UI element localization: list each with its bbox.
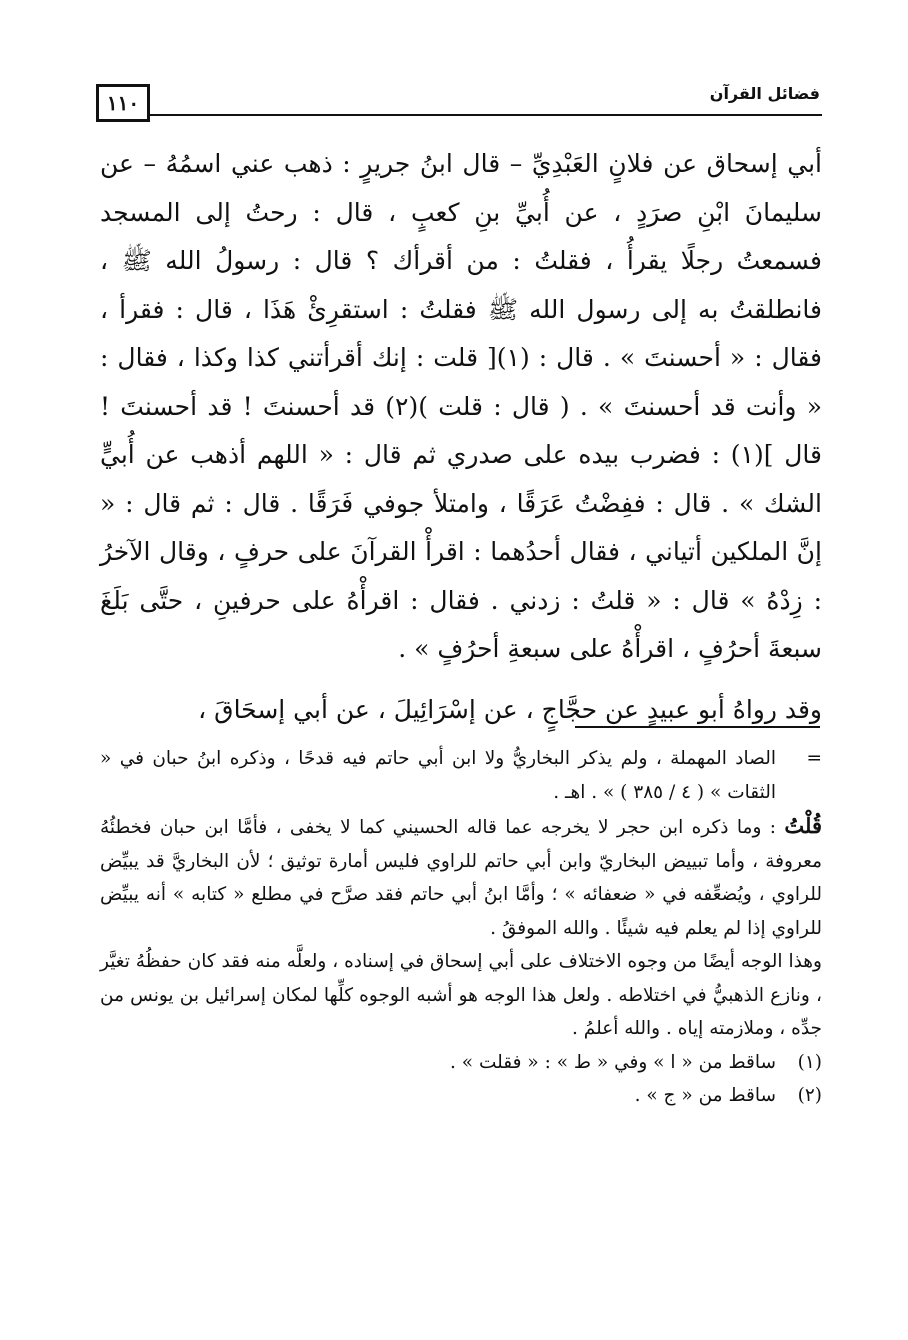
page-number: ١١٠ xyxy=(96,84,150,122)
main-text xyxy=(100,140,822,734)
main-paragraph: أبي إسحاق عن فلانٍ العَبْدِيِّ – قال ابنُ جريرٍ : ذهب عني اسمُهُ – عن سليمانَ ابْنِ صرَدٍ ، عن أُبيِّ بنِ كعبٍ ، قال : رحتُ إلى المسجد فسمعتُ رجلًا يقرأُ ، فقلتُ : من أقرأك ؟ قال : رسولُ الله ﷺ ، فانطلقتُ به إلى رسول الله ﷺ فقلتُ : استقرِئْ هَذَا ، قال : فقرأ ، فقال : « أحسنتَ » . قال : (١)[ قلت : إنك أقرأتني كذا وكذا ، فقال : « وأنت قد أحسنتَ » . ( قال : قلت )(٢) قد أحسنتَ ! قد أحسنتَ ! قال ](١) : فضرب بيده على صدري ثم قال : « اللهم أذهب عن أُبيٍّ الشك » . قال : ففِضْتُ عَرَقًا ، وامتلأ جوفي فَرَقًا . قال : ثم قال : « إنَّ الملكين أتياني ، فقال أحدُهما : اقرأْ القرآنَ على حرفٍ ، وقال الآخرُ : زِدْهُ » قال : « قلتُ : زدني . فقال : اقرأْهُ على حرفينِ ، حتَّى بَلَغَ سبعةَ أحرُفٍ ، اقرأْهُ على سبعةِ أحرُفٍ » . xyxy=(100,149,822,663)
running-head: فضائل القرآن xyxy=(709,84,820,103)
header-rule xyxy=(150,114,822,116)
footnote-continuation-text: الصاد المهملة ، ولم يذكر البخاريُّ ولا ابن أبي حاتم فيه قدحًا ، وذكره ابنُ حبان في « الثقات » ( ٤ / ٣٨٥ ) » . اهـ . xyxy=(100,748,776,803)
main-paragraph: وقد رواهُ أبو عبيدٍ عن حجَّاجٍ ، عن إسْرَائِيلَ ، عن أبي إسحَاقَ ، xyxy=(198,694,822,724)
footnotes xyxy=(100,742,822,1113)
footnote-paragraph: وهذا الوجه أيضًا من وجوه الاختلاف على أبي إسحاق في إسناده ، ولعلَّه منه فقد كان حفظُهُ تغيَّر ، ونازع الذهبيُّ في اختلاطه . ولعل هذا الوجه هو أشبه الوجوه كلِّها لمكان إسرائيل بن يونس من جدِّه ، وملازمته إياه . والله أعلمُ . xyxy=(100,951,822,1039)
footnote-item xyxy=(100,1079,822,1113)
footnote-separator xyxy=(575,726,820,728)
footnote-number: (١) xyxy=(797,1051,822,1073)
footnote-commentary xyxy=(100,809,822,945)
continuation-marker: = xyxy=(806,748,822,769)
footnote-text: ساقط من « ج » . xyxy=(634,1085,776,1106)
commentary-text: : وما ذكره ابن حجر لا يخرجه عما قاله الحسيني كما لا يخفى ، فأمَّا ابن حبان فخطئُهُ معروفة ، وأما تبييض البخاريّ وابن أبي حاتم للراوي فليس أمارة توثيق ؛ لأن البخاريَّ قد يبيِّض للراوي ، ويُضعِّفه في « ضعفائه » ؛ وأمَّا ابنُ أبي حاتم فقد صرَّح في مطلع « كتابه » أنه يبيِّض للراوي إذا لم يعلم فيه شيئًا . والله الموفقُ . xyxy=(100,817,822,939)
footnote-number: (٢) xyxy=(797,1085,822,1106)
qultu-word: قُلْتُ xyxy=(784,813,822,838)
footnote-item xyxy=(100,1046,822,1080)
footnote-continuation xyxy=(100,742,822,809)
footnote-text: ساقط من « ا » وفي « ط » : « فقلت » . xyxy=(450,1051,776,1073)
